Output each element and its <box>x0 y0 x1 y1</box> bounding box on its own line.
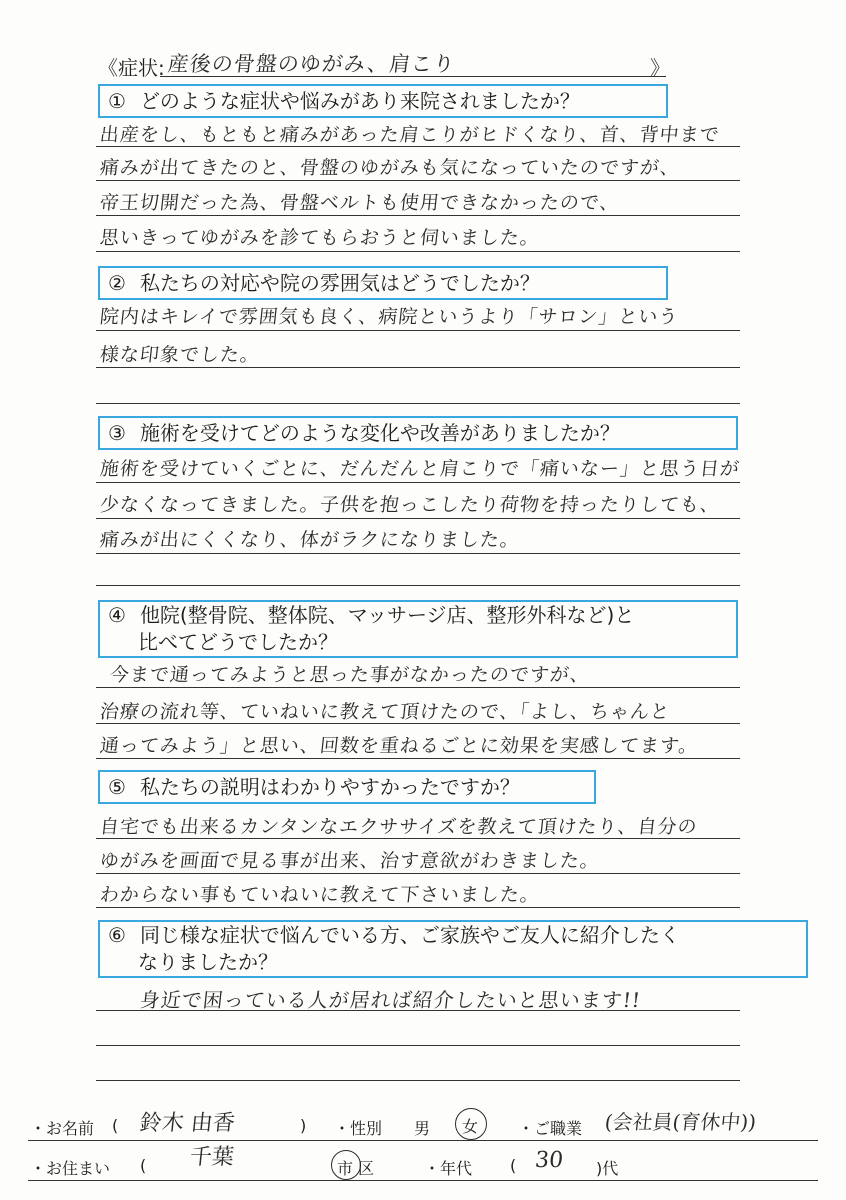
answer-5-rule-1 <box>96 838 740 839</box>
question-3-box <box>98 416 738 450</box>
answer-4-rule-3 <box>96 758 740 759</box>
answer-6-line-1: 身近で困っている人が居れば紹介したいと思います!! <box>138 988 643 1012</box>
answer-5-rule-2 <box>96 873 740 874</box>
address-ward: 区 <box>358 1159 375 1178</box>
address-value: 千葉 <box>188 1145 236 1170</box>
answer-1-line-2: 痛みが出てきたのと、骨盤のゆがみも気になっていたのですが、 <box>98 157 682 179</box>
age-value: 30 <box>533 1148 565 1173</box>
answer-3-rule-3 <box>96 553 740 554</box>
answer-2-rule-3 <box>96 403 740 404</box>
answer-4-line-2: 治療の流れ等、ていねいに教えて頂けたので、「よし、ちゃんと <box>98 701 672 723</box>
answer-3-rule-1 <box>96 482 740 483</box>
question-3-text: 施術を受けてどのような変化や改善がありましたか？ <box>139 421 620 445</box>
answer-1-line-1: 出産をし、もともと痛みがあった肩こりがヒドくなり、首、背中まで <box>98 124 721 146</box>
answer-1-line-3: 帝王切開だった為、骨盤ベルトも使用できなかったので、 <box>98 192 621 214</box>
name-label: ・お名前 <box>30 1119 95 1138</box>
answer-6-rule-2 <box>96 1045 740 1046</box>
occupation-value: (会社員(育休中)) <box>603 1110 758 1134</box>
symptom-close: 》 <box>650 56 670 80</box>
footer-rule-1 <box>28 1140 818 1141</box>
address-city: 市 <box>337 1159 354 1178</box>
answer-2-line-1: 院内はキレイで雰囲気も良く、病院というより「サロン」という <box>98 306 680 328</box>
answer-6-rule-1 <box>96 1010 740 1011</box>
address-open-paren: ( <box>140 1156 147 1175</box>
gender-label: ・性別 <box>334 1119 383 1138</box>
answer-2-rule-2 <box>96 367 740 368</box>
question-6-text-line-2: なりましたか？ <box>138 950 278 974</box>
answer-3-line-2: 少なくなってきました。子供を抱っこしたり荷物を持ったりしても、 <box>98 494 722 516</box>
answer-1-rule-3 <box>96 215 740 216</box>
address-label: ・お住まい <box>30 1159 111 1178</box>
question-6-number: ⑥ <box>108 923 126 947</box>
question-6-text-line-1: 同じ様な症状で悩んでいる方、ご家族やご友人に紹介したく <box>139 923 680 947</box>
footer-rule-2 <box>28 1180 818 1181</box>
question-5-number: ⑤ <box>108 775 126 799</box>
question-5-text: 私たちの説明はわかりやすかったですか？ <box>139 775 520 799</box>
question-2-number: ② <box>108 271 126 295</box>
answer-1-rule-4 <box>96 251 740 252</box>
question-2-box <box>98 266 668 300</box>
answer-3-line-3: 痛みが出にくくなり、体がラクになりました。 <box>98 529 522 551</box>
question-3-number: ③ <box>108 421 126 445</box>
age-label: ・年代 <box>424 1159 473 1178</box>
answer-4-line-3: 通ってみよう」と思い、回数を重ねるごとに効果を実感してます。 <box>98 735 700 757</box>
name-open-paren: ( <box>112 1116 119 1135</box>
age-close: )代 <box>596 1159 619 1178</box>
question-6-box <box>98 920 808 978</box>
answer-2-line-2: 様な印象でした。 <box>98 344 262 366</box>
answer-4-rule-2 <box>96 723 740 724</box>
answer-1-rule-2 <box>96 180 740 181</box>
symptom-underline <box>160 76 666 77</box>
answer-4-rule-1 <box>96 687 740 688</box>
question-4-text-line-1: 他院(整骨院、整体院、マッサージ店、整形外科など)と <box>139 603 635 627</box>
question-1-number: ① <box>108 89 126 113</box>
answer-3-rule-2 <box>96 518 740 519</box>
age-open-paren: ( <box>510 1156 517 1175</box>
question-4-box <box>98 600 738 658</box>
answer-3-line-1: 施術を受けていくごとに、だんだんと肩こりで「痛いなー」と思う日が <box>98 458 742 480</box>
answer-4-line-1: 今まで通ってみようと思った事がなかったのですが、 <box>108 664 592 686</box>
answer-5-line-1: 自宅でも出来るカンタンなエクササイズを教えて頂けたり、自分の <box>98 816 699 838</box>
name-close-paren: ) <box>300 1116 307 1135</box>
answer-6-rule-3 <box>96 1080 740 1081</box>
answer-2-rule-1 <box>96 330 740 331</box>
symptom-label: 《症状: <box>98 56 165 80</box>
question-5-box <box>98 770 596 804</box>
answer-5-line-2: ゆがみを画面で見る事が出来、治す意欲がわきました。 <box>98 850 602 872</box>
answer-3-rule-4 <box>96 585 740 586</box>
gender-male: 男 <box>414 1119 431 1138</box>
occupation-label: ・ご職業 <box>518 1119 583 1138</box>
answer-5-rule-3 <box>96 907 740 908</box>
question-1-text: どのような症状や悩みがあり来院されましたか？ <box>139 89 580 113</box>
answer-5-line-3: わからない事もていねいに教えて下さいました。 <box>98 884 542 906</box>
answer-1-line-4: 思いきってゆがみを診てもらおうと伺いました。 <box>98 227 542 249</box>
question-4-number: ④ <box>108 603 126 627</box>
question-2-text: 私たちの対応や院の雰囲気はどうでしたか？ <box>139 271 540 295</box>
symptom-value: 産後の骨盤のゆがみ、肩こり <box>166 52 457 76</box>
name-value: 鈴木 由香 <box>138 1111 237 1136</box>
gender-female: 女 <box>462 1117 479 1136</box>
answer-1-rule-1 <box>96 146 740 147</box>
question-1-box <box>98 84 668 118</box>
question-4-text-line-2: 比べてどうでしたか？ <box>138 630 338 654</box>
